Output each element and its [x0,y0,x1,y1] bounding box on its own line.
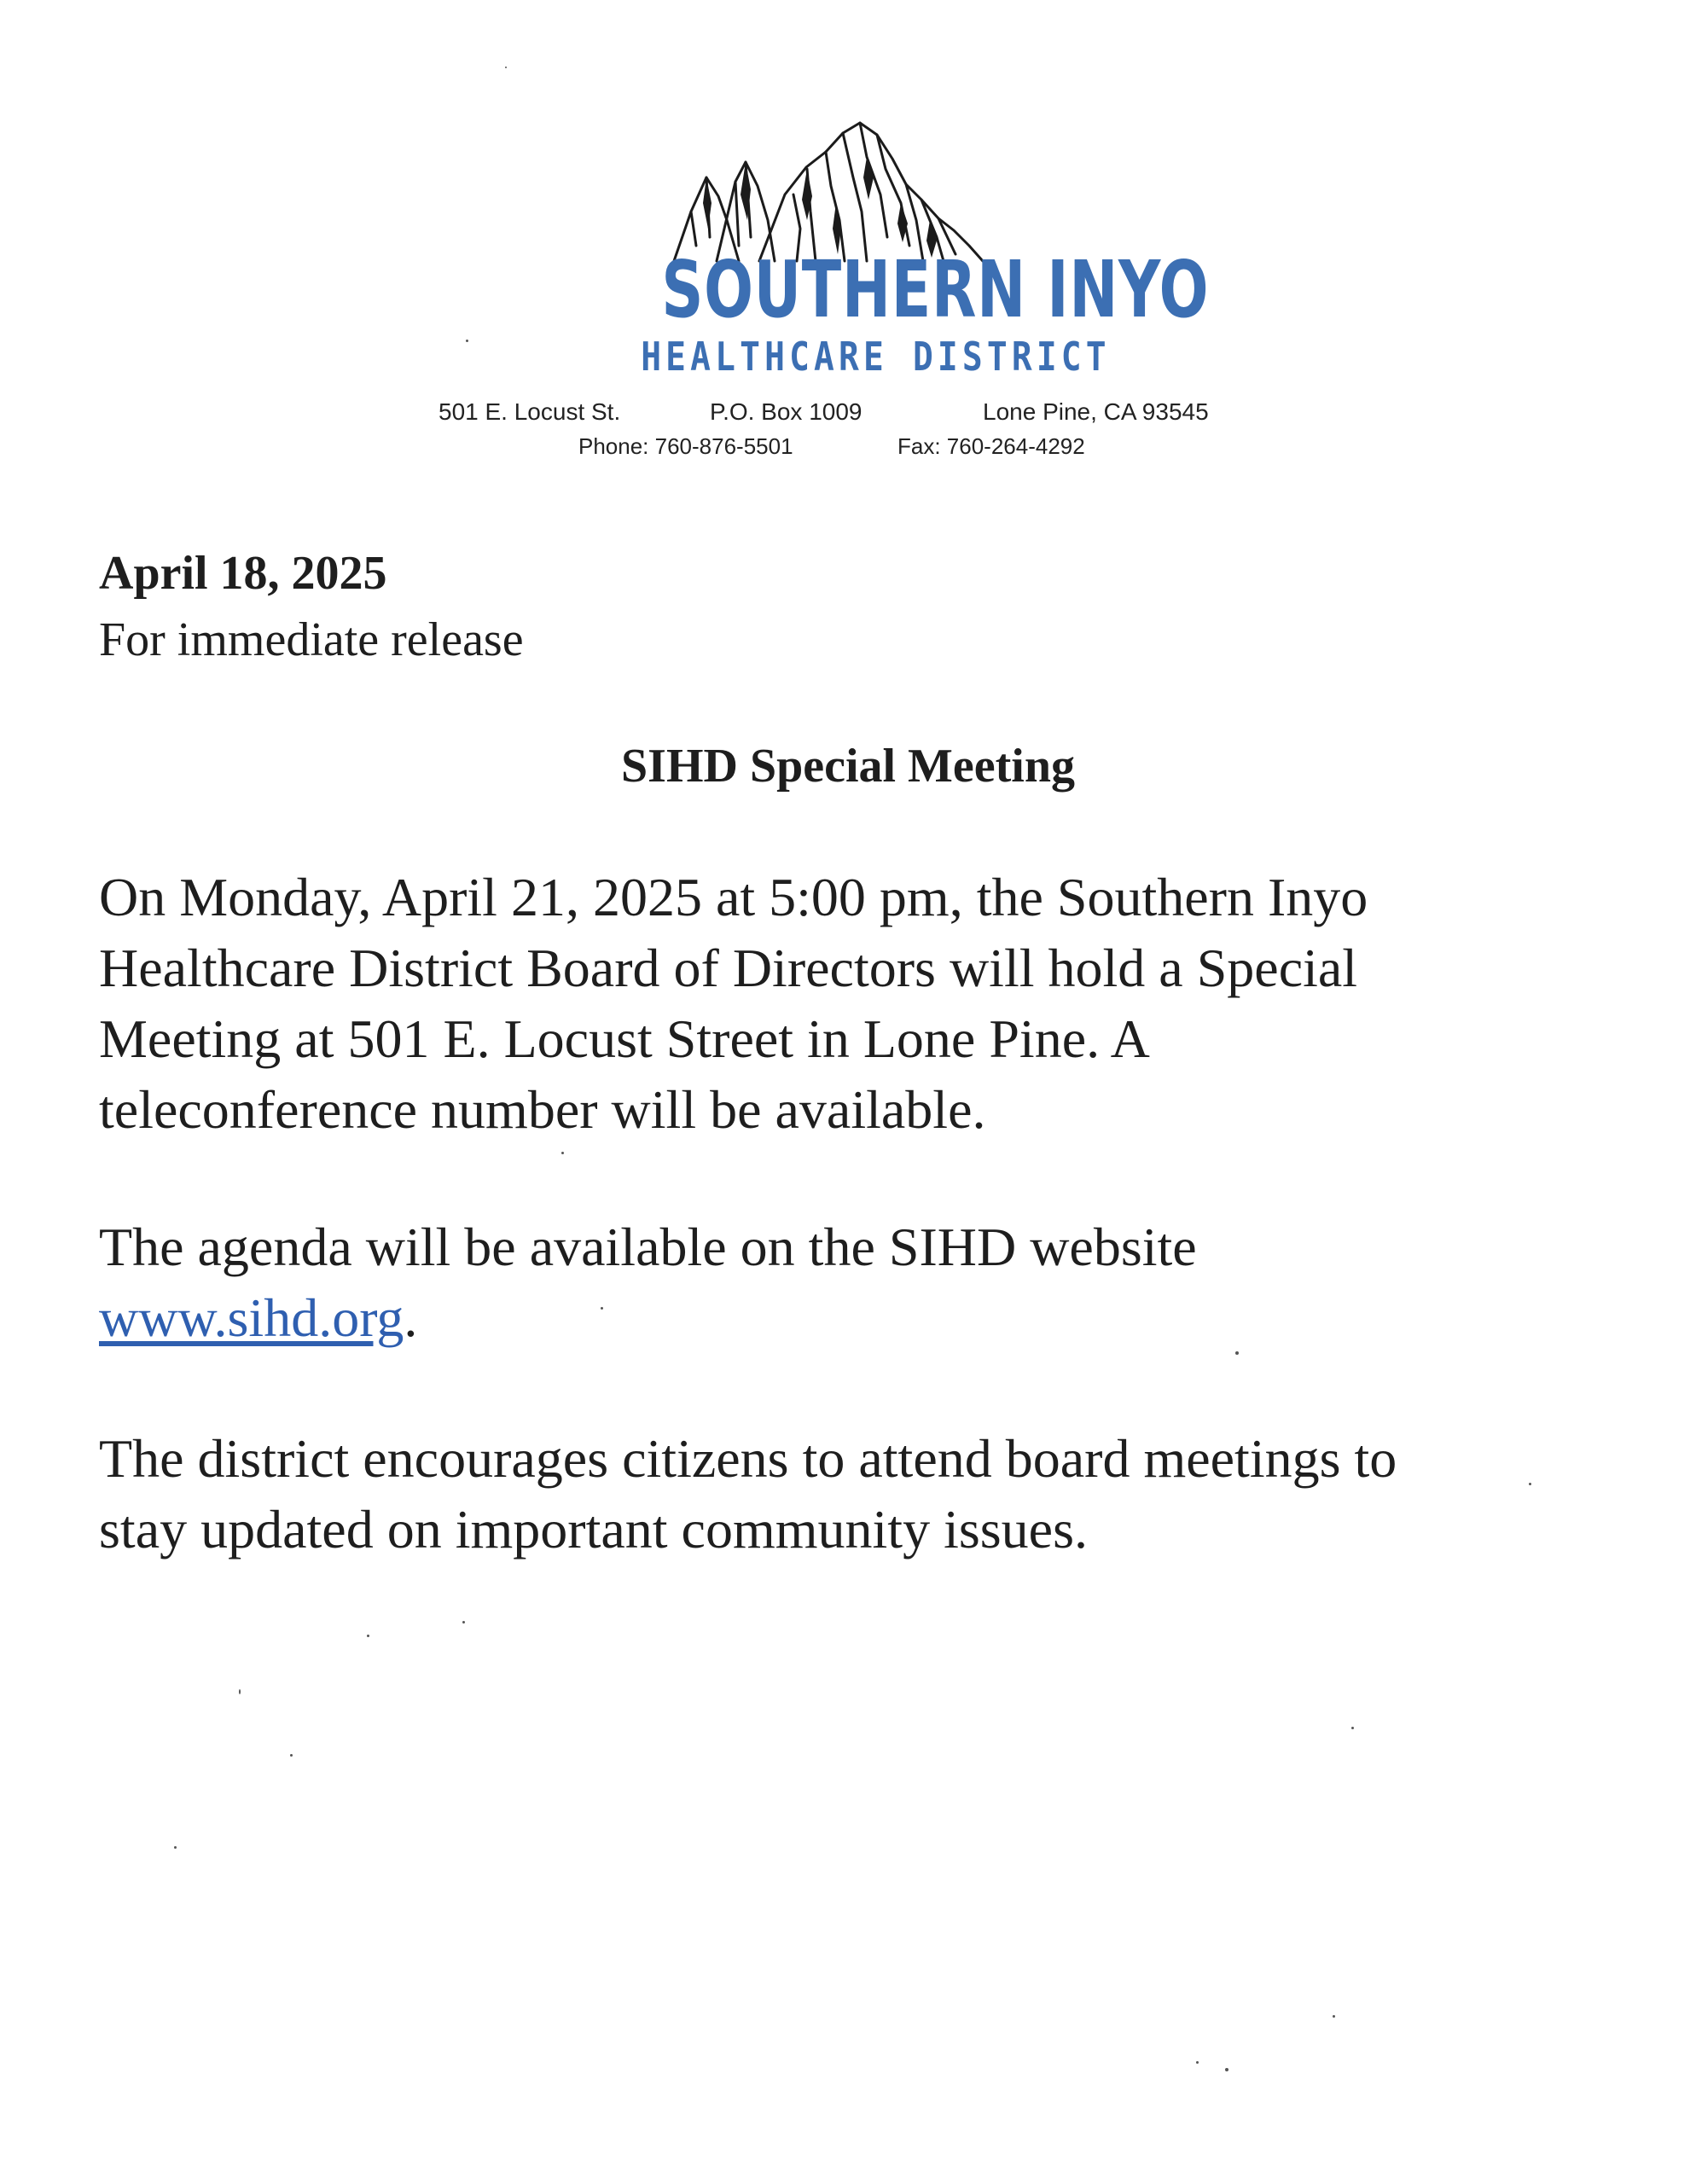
scan-speck [367,1635,369,1637]
scan-speck [462,1621,465,1623]
scan-speck [174,1846,177,1849]
paragraph-line: Healthcare District Board of Directors will hold a Special [99,938,1358,998]
page-title-text: SIHD Special Meeting [621,740,1075,793]
paragraph-line: On Monday, April 21, 2025 at 5:00 pm, the Southern Inyo [99,867,1368,927]
release-date: April 18, 2025 [99,547,387,600]
page-title [0,739,1696,793]
scan-speck [1529,1483,1531,1485]
encouragement-paragraph [99,1423,1600,1565]
paragraph-line: The district encourages citizens to attend board meetings to [99,1428,1397,1489]
mountain-peaks-icon [657,118,1015,263]
link-trailing-period: . [404,1287,418,1348]
scan-speck [1235,1351,1239,1355]
scan-speck [1196,2061,1199,2064]
logo-subtitle: HEALTHCARE DISTRICT [641,334,1111,380]
scan-speck [1333,2015,1335,2018]
paragraph-line: Meeting at 501 E. Locust Street in Lone Pine. A [99,1008,1150,1069]
scan-speck [290,1754,293,1757]
paragraph-line: teleconference number will be available. [99,1079,986,1140]
scan-speck [466,340,468,342]
website-link[interactable]: www.sihd.org [99,1287,404,1348]
logo-title: SOUTHERN INYO [661,244,1210,335]
agenda-paragraph [99,1211,1600,1353]
fax-number: Fax: 760-264-4292 [897,433,1085,459]
address-pobox: P.O. Box 1009 [710,398,863,425]
paragraph-line: stay updated on important community issues. [99,1499,1088,1560]
release-label: For immediate release [99,613,524,666]
scan-speck [601,1307,603,1310]
scan-speck [505,67,507,68]
scan-speck [561,1152,564,1154]
meeting-announcement-paragraph [99,862,1600,1145]
scan-speck [239,1689,241,1694]
address-street: 501 E. Locust St. [439,398,621,425]
paragraph-line [99,1282,1600,1353]
paragraph-line: The agenda will be available on the SIHD website [99,1217,1197,1277]
scan-speck [1225,2068,1228,2071]
phone-number: Phone: 760-876-5501 [578,433,793,459]
address-city: Lone Pine, CA 93545 [983,398,1209,425]
scan-speck [1351,1727,1354,1729]
